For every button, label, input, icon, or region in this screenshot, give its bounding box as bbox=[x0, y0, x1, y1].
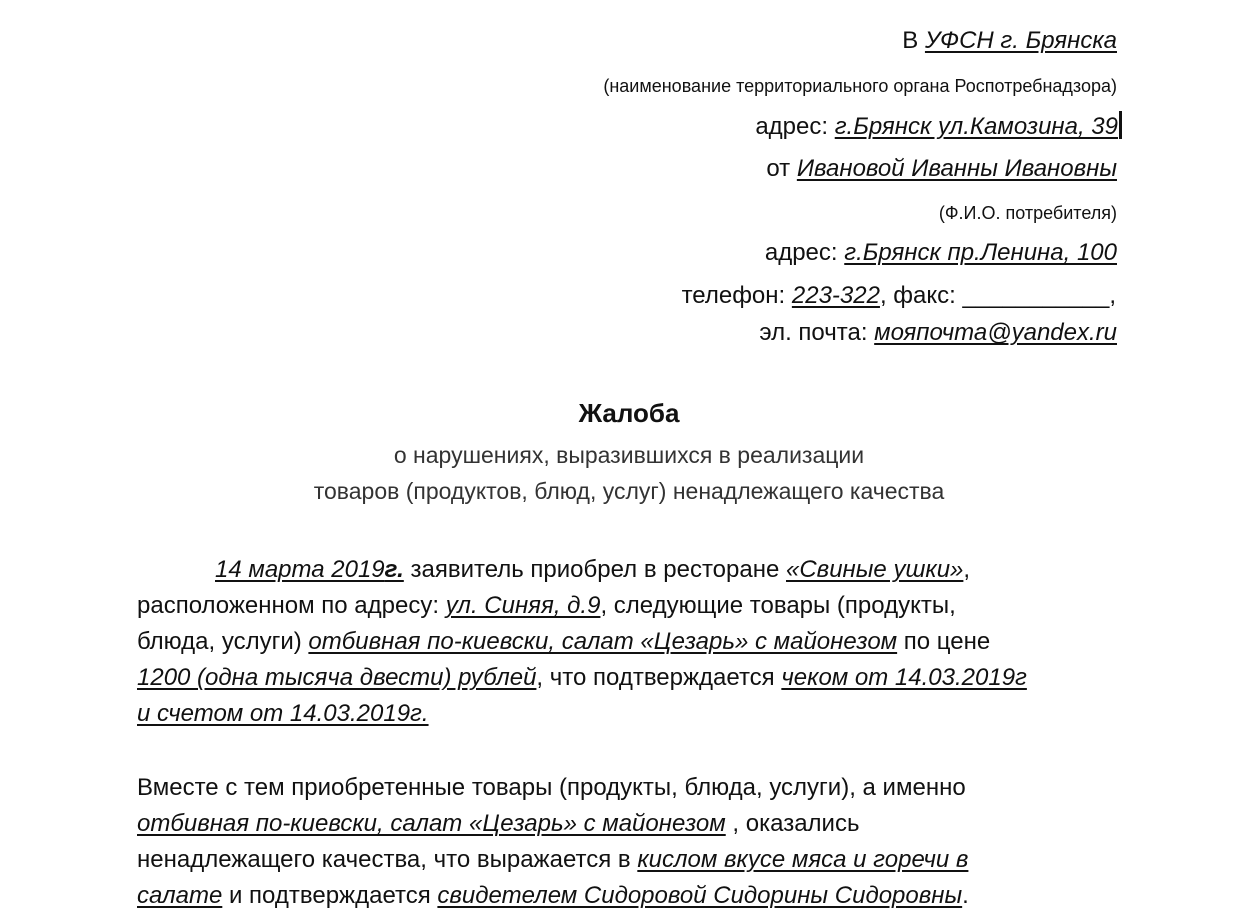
defect-description-cont[interactable]: салате bbox=[137, 882, 223, 909]
sender-label: от bbox=[766, 155, 797, 182]
body-text-span: . bbox=[962, 882, 969, 909]
document-subtitle-line-2: товаров (продуктов, блюд, услуг) ненадлежащего качества bbox=[313, 478, 945, 504]
restaurant-address[interactable]: ул. Синяя, д.9 bbox=[445, 592, 601, 619]
purchase-price[interactable]: 1200 (одна тысяча двести) рублей bbox=[137, 664, 537, 691]
recipient-note: (наименование территориального органа Роспотребнадзора) bbox=[603, 76, 1117, 96]
sender-name-value[interactable]: Ивановой Иванны Ивановны bbox=[796, 155, 1117, 182]
body-text-span: ненадлежащего качества, что выражается в bbox=[137, 846, 638, 873]
sender-address-label: адрес: bbox=[764, 239, 845, 266]
body-text-span: расположенном по адресу: bbox=[137, 592, 446, 619]
paragraph-defect-line-1 bbox=[137, 770, 1097, 806]
sender-note: (Ф.И.О. потребителя) bbox=[938, 203, 1117, 223]
defect-description[interactable]: кислом вкусе мяса и горечи в bbox=[637, 846, 969, 873]
body-text-span: , следующие товары (продукты, bbox=[600, 592, 956, 619]
phone-value[interactable]: 223-322 bbox=[791, 282, 880, 309]
text-cursor bbox=[1119, 111, 1122, 139]
paragraph-purchase-line-1 bbox=[137, 552, 1097, 588]
phone-label: телефон: bbox=[681, 282, 792, 309]
email-label: эл. почта: bbox=[759, 319, 875, 346]
document-subtitle-line-1: о нарушениях, выразившихся в реализации bbox=[393, 442, 865, 468]
body-text-span: , что подтверждается bbox=[536, 664, 782, 691]
witness-name[interactable]: свидетелем Сидоровой Сидорины Сидоровны bbox=[437, 882, 963, 909]
sender-address-value[interactable]: г.Брянск пр.Ленина, 100 bbox=[844, 239, 1117, 266]
defective-goods[interactable]: отбивная по-киевски, салат «Цезарь» с майонезом bbox=[137, 810, 726, 837]
body-text-span: заявитель приобрел в ресторане bbox=[403, 556, 786, 583]
email-line bbox=[759, 317, 1117, 349]
sender-line bbox=[766, 153, 1117, 185]
recipient-value[interactable]: УФСН г. Брянска bbox=[924, 27, 1117, 54]
purchase-date-suffix[interactable]: г. bbox=[384, 556, 404, 583]
phone-line bbox=[682, 280, 1116, 312]
document-title: Жалоба bbox=[578, 398, 680, 428]
body-text-span: , оказались bbox=[725, 810, 860, 837]
paragraph-defect-line-2 bbox=[137, 806, 1097, 842]
paragraph-defect-line-3 bbox=[137, 842, 1097, 878]
fax-label: , факс: bbox=[879, 282, 963, 309]
fax-value[interactable]: ___________, bbox=[962, 282, 1116, 309]
body-text-span: по цене bbox=[897, 628, 991, 655]
paragraph-purchase bbox=[137, 552, 1097, 732]
body-text-span: Вместе с тем приобретенные товары (продукты, блюда, услуги), а именно bbox=[137, 774, 966, 801]
body-text-span: , bbox=[963, 556, 971, 583]
purchase-date[interactable]: 14 марта 2019 bbox=[215, 556, 385, 583]
paragraph-purchase-line-3 bbox=[137, 624, 1097, 660]
proof-receipt[interactable]: чеком от 14.03.2019г bbox=[781, 664, 1027, 691]
email-value[interactable]: мояпочта@yandex.ru bbox=[874, 319, 1117, 346]
recipient-line bbox=[902, 25, 1117, 57]
purchased-goods[interactable]: отбивная по-киевски, салат «Цезарь» с майонезом bbox=[308, 628, 898, 655]
body-text-span: и подтверждается bbox=[222, 882, 438, 909]
proof-invoice[interactable]: и счетом от 14.03.2019г. bbox=[137, 700, 429, 727]
body-text-span: блюда, услуги) bbox=[137, 628, 309, 655]
paragraph-defect-line-4 bbox=[137, 878, 1097, 914]
sender-address-line bbox=[765, 237, 1117, 269]
paragraph-purchase-line-4 bbox=[137, 660, 1097, 696]
restaurant-name[interactable]: «Свиные ушки» bbox=[786, 556, 964, 583]
recipient-prefix: В bbox=[902, 27, 925, 54]
paragraph-purchase-line-2 bbox=[137, 588, 1097, 624]
paragraph-defect bbox=[137, 770, 1097, 914]
recipient-address-value[interactable]: г.Брянск ул.Камозина, 39 bbox=[834, 113, 1118, 140]
recipient-address-label: адрес: bbox=[755, 113, 835, 140]
paragraph-purchase-line-5 bbox=[137, 696, 1097, 732]
recipient-address-line bbox=[755, 111, 1122, 143]
